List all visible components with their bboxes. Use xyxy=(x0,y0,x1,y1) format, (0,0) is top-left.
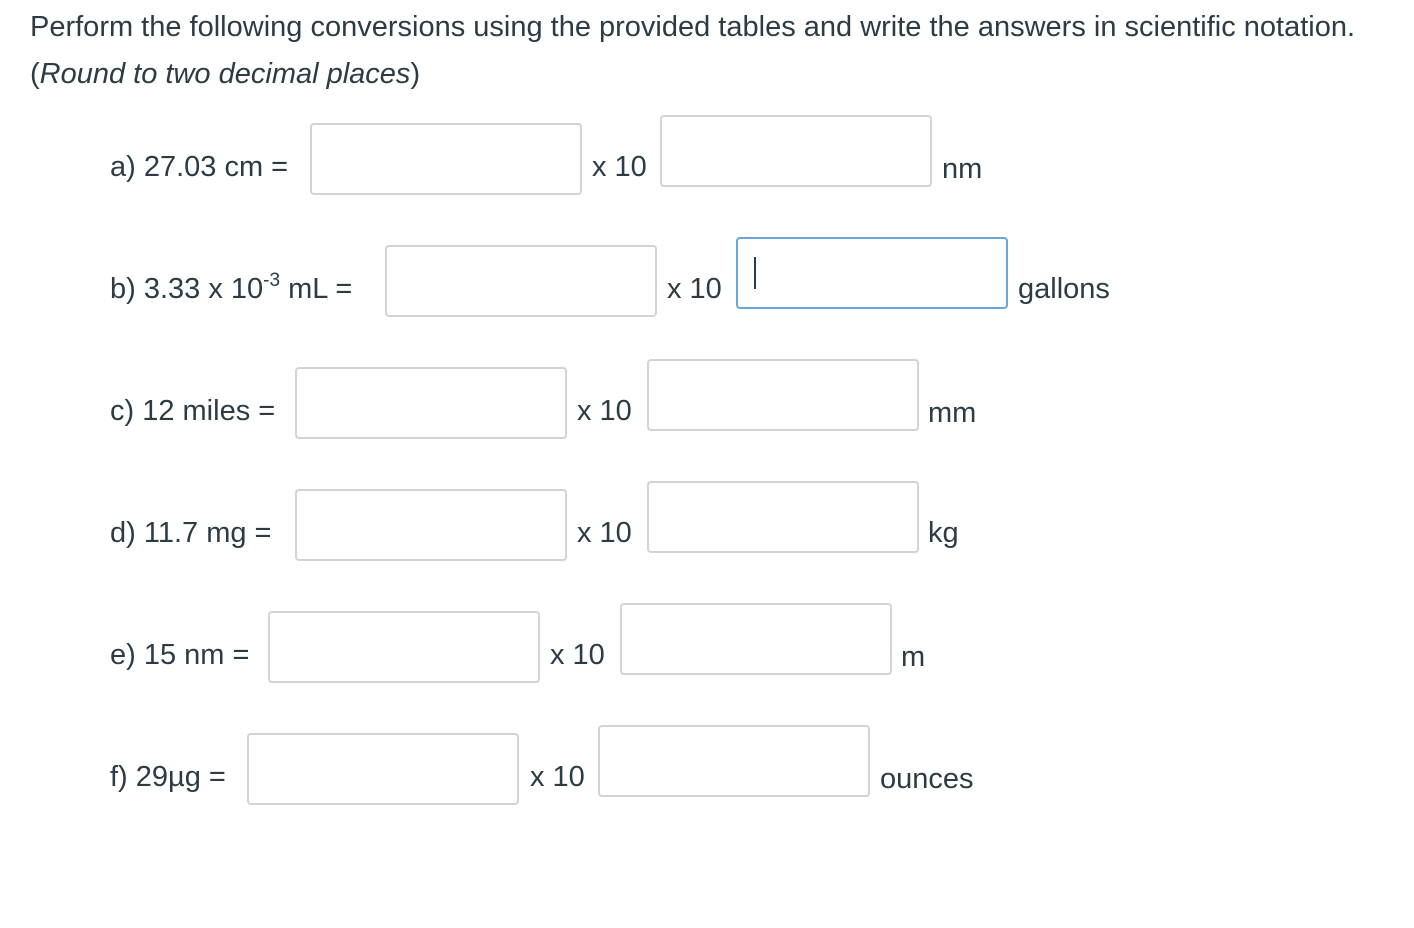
question-b-label-suffix: mL = xyxy=(280,273,353,305)
question-d-times-ten: x 10 xyxy=(577,517,632,549)
question-f-mantissa-input[interactable] xyxy=(247,733,519,805)
question-e-mantissa-input[interactable] xyxy=(268,611,540,683)
question-c-unit: mm xyxy=(928,397,977,429)
question-f xyxy=(0,725,1414,815)
question-b-times-ten: x 10 xyxy=(667,273,722,305)
question-d-mantissa-input[interactable] xyxy=(295,489,567,561)
text-caret xyxy=(754,257,756,289)
question-a xyxy=(0,115,1414,205)
question-e-exponent-input[interactable] xyxy=(620,603,892,675)
question-d-unit: kg xyxy=(928,517,959,549)
question-c-label: c) 12 miles = xyxy=(110,395,276,427)
instructions-text: Perform the following conversions using the provided tables and write the answers in scientific notation. ( xyxy=(30,11,1356,90)
question-a-label: a) 27.03 cm = xyxy=(110,151,289,183)
question-f-times-ten: x 10 xyxy=(530,761,585,793)
question-e xyxy=(0,603,1414,693)
question-b-mantissa-input[interactable] xyxy=(385,245,657,317)
question-e-times-ten: x 10 xyxy=(550,639,605,671)
question-c-exponent-input[interactable] xyxy=(647,359,919,431)
question-e-unit: m xyxy=(901,641,926,673)
question-a-mantissa-input[interactable] xyxy=(310,123,582,195)
question-b-label xyxy=(110,270,353,306)
instructions-close: ) xyxy=(410,58,421,90)
question-a-times-ten: x 10 xyxy=(592,151,647,183)
question-d-label: d) 11.7 mg = xyxy=(110,517,272,549)
question-f-unit: ounces xyxy=(880,763,974,795)
question-a-exponent-input[interactable] xyxy=(660,115,932,187)
question-f-exponent-input[interactable] xyxy=(598,725,870,797)
question-c xyxy=(0,359,1414,449)
instructions xyxy=(30,4,1390,98)
question-a-unit: nm xyxy=(942,153,983,185)
question-b-label-prefix: b) 3.33 x 10 xyxy=(110,273,264,305)
question-b-exponent-input[interactable] xyxy=(736,237,1008,309)
question-d-exponent-input[interactable] xyxy=(647,481,919,553)
question-f-label: f) 29µg = xyxy=(110,761,226,793)
question-d xyxy=(0,481,1414,571)
question-c-mantissa-input[interactable] xyxy=(295,367,567,439)
question-b-unit: gallons xyxy=(1018,273,1110,305)
question-c-times-ten: x 10 xyxy=(577,395,632,427)
question-b xyxy=(0,237,1414,327)
question-b-label-exponent: -3 xyxy=(263,270,281,291)
question-e-label: e) 15 nm = xyxy=(110,639,250,671)
instructions-emphasis: Round to two decimal places xyxy=(39,58,411,90)
